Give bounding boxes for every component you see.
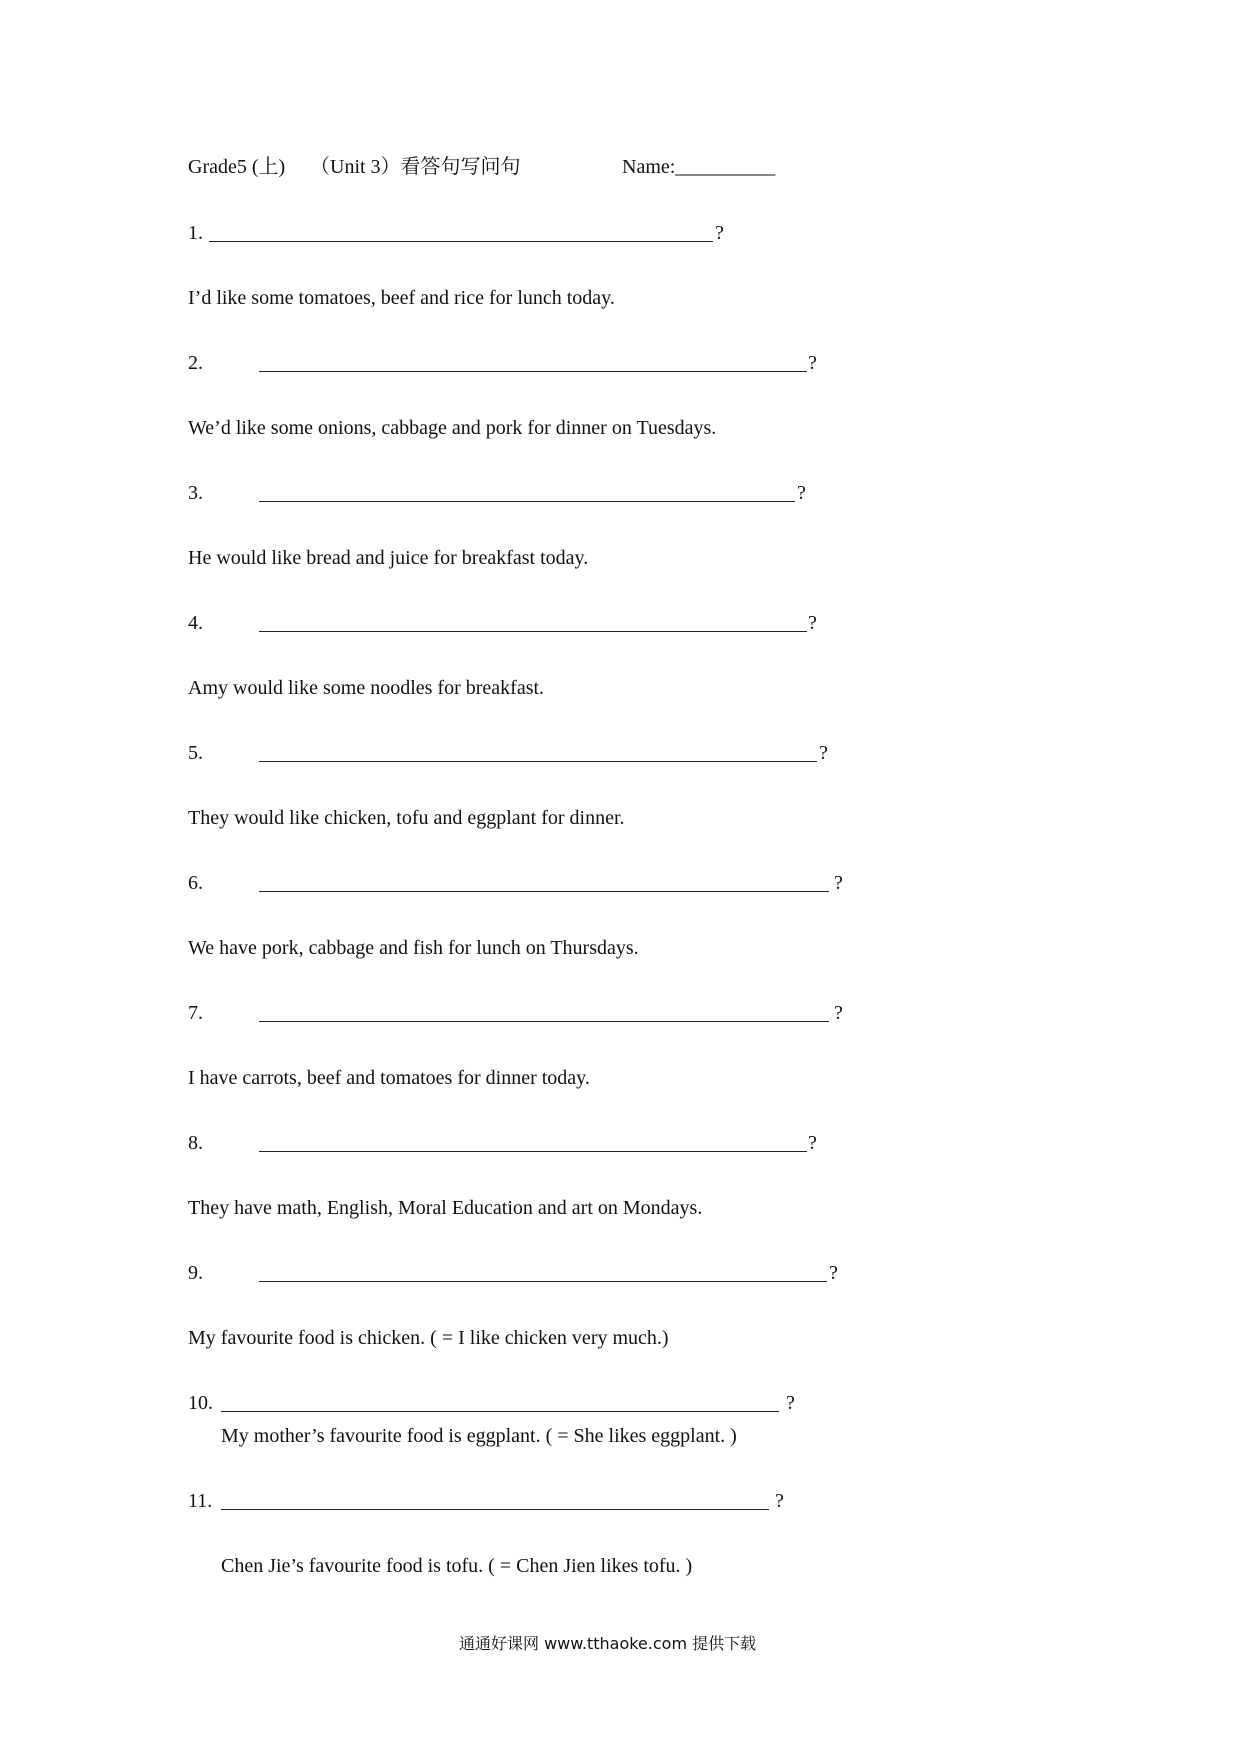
question-mark: ? (715, 222, 724, 244)
answer-sentence: My favourite food is chicken. ( = I like chicken very much.) (188, 1327, 669, 1349)
question-number: 8. (188, 1132, 203, 1154)
question-number: 4. (188, 612, 203, 634)
question-number: 7. (188, 1002, 203, 1024)
question-number: 2. (188, 352, 203, 374)
answer-blank (221, 1509, 769, 1510)
answer-blank (259, 891, 829, 892)
question-number: 3. (188, 482, 203, 504)
name-field: Name:__________ (622, 156, 776, 178)
footer-watermark: 通通好课网 www.tthaoke.com 提供下载 (459, 1634, 757, 1653)
answer-sentence: I have carrots, beef and tomatoes for dinner today. (188, 1067, 590, 1089)
question-number: 1. (188, 222, 203, 244)
question-number: 9. (188, 1262, 203, 1284)
answer-sentence: I’d like some tomatoes, beef and rice for lunch today. (188, 287, 615, 309)
answer-sentence: They would like chicken, tofu and eggplant for dinner. (188, 807, 625, 829)
answer-blank (259, 1281, 827, 1282)
answer-sentence: They have math, English, Moral Education and art on Mondays. (188, 1197, 703, 1219)
answer-blank (259, 1021, 829, 1022)
question-number: 10. (188, 1392, 213, 1414)
answer-blank (221, 1411, 779, 1412)
answer-sentence: My mother’s favourite food is eggplant. ( = She likes eggplant. ) (221, 1425, 737, 1447)
answer-sentence: He would like bread and juice for breakfast today. (188, 547, 589, 569)
question-mark: ? (829, 1262, 838, 1284)
question-number: 11. (188, 1490, 213, 1512)
grade-label: Grade5 (上) (188, 156, 286, 178)
question-mark: ? (819, 742, 828, 764)
question-number: 6. (188, 872, 203, 894)
unit-title: （Unit 3）看答句写问句 (310, 156, 521, 178)
answer-blank (259, 761, 817, 762)
question-number: 5. (188, 742, 203, 764)
answer-sentence: We’d like some onions, cabbage and pork for dinner on Tuesdays. (188, 417, 717, 439)
question-mark: ? (834, 1002, 843, 1024)
question-mark: ? (797, 482, 806, 504)
answer-sentence: Amy would like some noodles for breakfast. (188, 677, 545, 699)
answer-sentence: Chen Jie’s favourite food is tofu. ( = Chen Jien likes tofu. ) (221, 1555, 693, 1577)
question-mark: ? (808, 352, 817, 374)
question-mark: ? (786, 1392, 795, 1414)
answer-blank (259, 501, 795, 502)
question-mark: ? (834, 872, 843, 894)
answer-blank (259, 1151, 807, 1152)
question-mark: ? (775, 1490, 784, 1512)
answer-blank (209, 241, 713, 242)
question-mark: ? (808, 1132, 817, 1154)
answer-sentence: We have pork, cabbage and fish for lunch on Thursdays. (188, 937, 639, 959)
answer-blank (259, 631, 807, 632)
question-mark: ? (808, 612, 817, 634)
answer-blank (259, 371, 807, 372)
